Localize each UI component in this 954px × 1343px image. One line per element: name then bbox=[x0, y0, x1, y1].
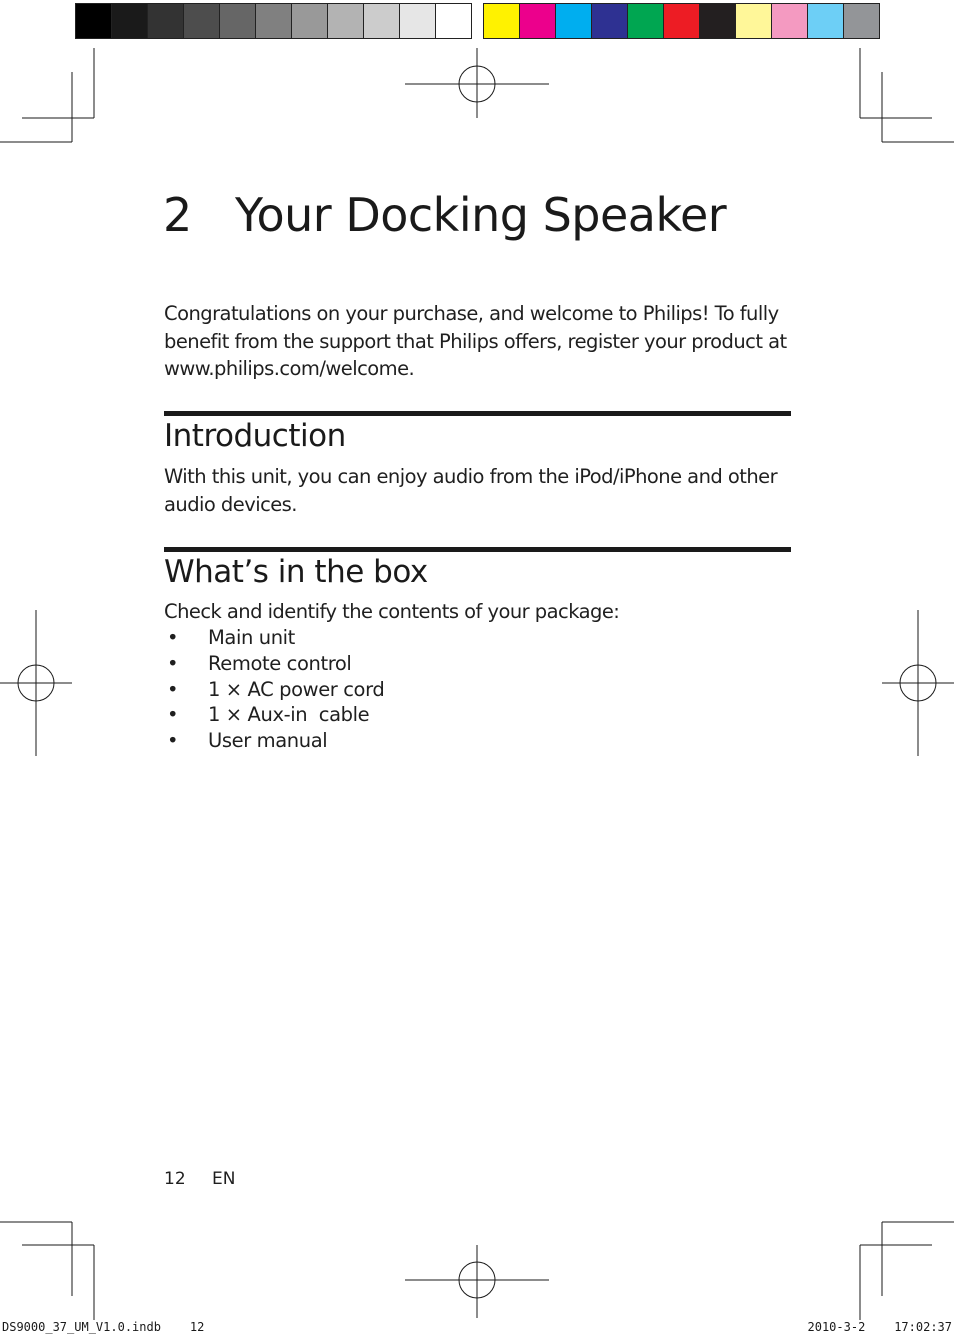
language-code: EN bbox=[212, 1169, 236, 1189]
bullet: • bbox=[167, 626, 179, 649]
crop-mark-bottom-left bbox=[0, 1222, 94, 1320]
list-item: • 1 × AC power cord bbox=[167, 677, 385, 701]
page-number: 12 bbox=[164, 1169, 186, 1189]
crop-mark-bottom-right bbox=[860, 1222, 954, 1320]
slug-timestamp: 2010-3-2 17:02:37 bbox=[807, 1320, 952, 1334]
registration-mark-left bbox=[0, 610, 72, 756]
whats-in-the-box-heading: What’s in the box bbox=[164, 554, 428, 590]
registration-mark-top bbox=[405, 48, 549, 118]
crop-mark-top-right bbox=[860, 48, 954, 142]
section-rule-box bbox=[164, 547, 791, 552]
introduction-paragraph: With this unit, you can enjoy audio from the iPod/iPhone and other audio devices. bbox=[164, 465, 778, 516]
chapter-title-text: Your Docking Speaker bbox=[235, 188, 727, 242]
whats-in-the-box-paragraph: Check and identify the contents of your package: bbox=[164, 600, 620, 623]
bullet: • bbox=[167, 703, 179, 727]
section-rule-introduction bbox=[164, 411, 791, 416]
registration-mark-bottom bbox=[405, 1245, 549, 1318]
box-contents-list bbox=[164, 625, 384, 754]
crop-mark-top-left bbox=[0, 48, 94, 142]
introduction-heading: Introduction bbox=[164, 418, 346, 454]
chapter-number: 2 bbox=[163, 188, 192, 242]
bullet: • bbox=[167, 677, 179, 701]
slug-file-info: DS9000_37_UM_V1.0.indb 12 bbox=[2, 1320, 205, 1334]
list-item: • Main unit bbox=[167, 626, 295, 649]
registration-mark-right bbox=[882, 610, 954, 756]
bullet: • bbox=[167, 651, 179, 675]
bullet: • bbox=[167, 729, 179, 753]
chapter-title bbox=[163, 188, 726, 242]
list-item: • User manual bbox=[167, 729, 328, 753]
list-item: • Remote control bbox=[167, 651, 352, 675]
intro-paragraph: Congratulations on your purchase, and welcome to Philips! To fully benefit from the support that Philips offers, register your product at www.philips.com/welcome. bbox=[164, 302, 787, 380]
list-item: • 1 × Aux-in cable bbox=[167, 703, 370, 727]
